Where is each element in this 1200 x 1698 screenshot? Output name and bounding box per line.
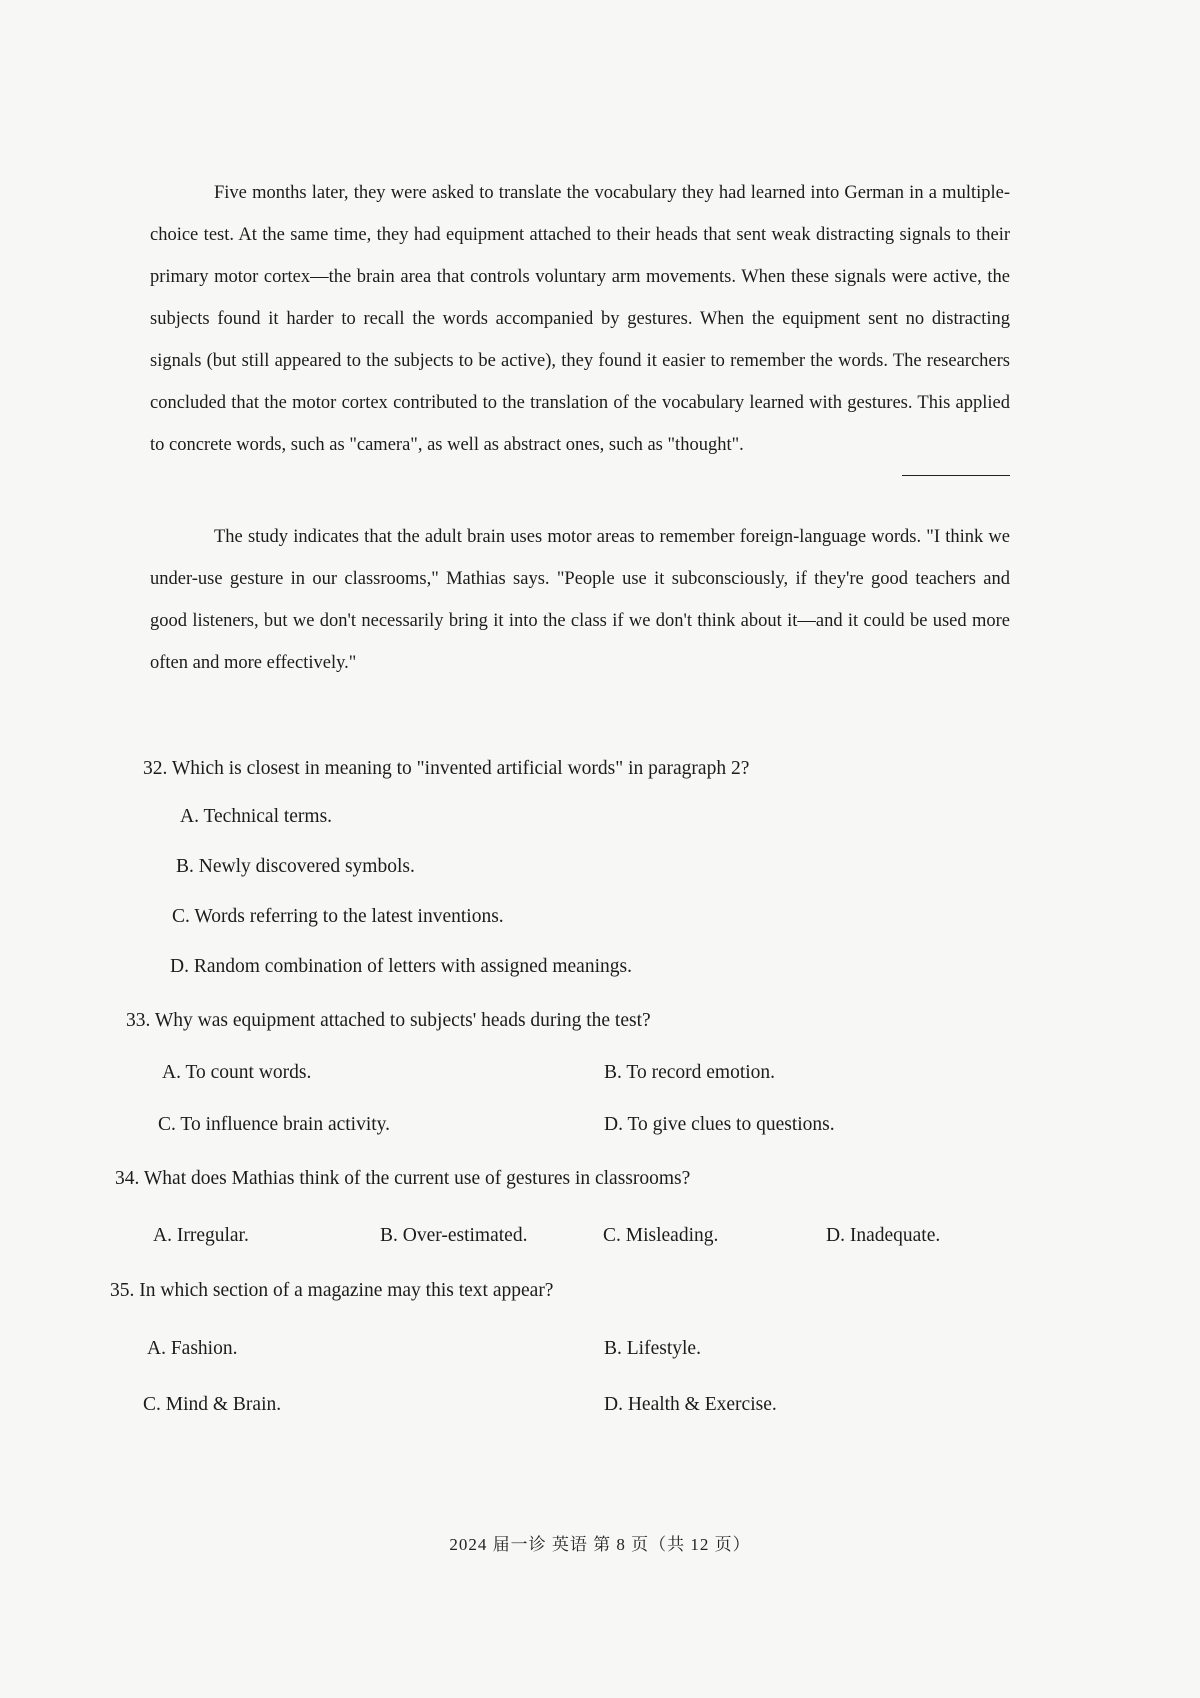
question-32-option-a: A. Technical terms. (180, 806, 333, 827)
question-32-stem: 32. Which is closest in meaning to "invented artificial words" in paragraph 2? (143, 758, 750, 779)
question-34-option-c: C. Misleading. (603, 1225, 719, 1246)
passage-paragraph-2: The study indicates that the adult brain uses motor areas to remember foreign-language words. "I think we under-use gesture in our classrooms," Mathias says. "People use it subconsciously, if they're good teachers and good listeners, but we don't necessarily bring it into the class if we don't think about it—and it could be used more often and more effectively." (150, 527, 1010, 673)
question-32-option-d: D. Random combination of letters with assigned meanings. (170, 956, 632, 977)
question-33-option-d: D. To give clues to questions. (604, 1114, 835, 1135)
question-33-option-c: C. To influence brain activity. (158, 1114, 391, 1135)
passage-paragraph-1: Five months later, they were asked to translate the vocabulary they had learned into German in a multiple-choice test. At the same time, they had equipment attached to their heads that sent weak distracting signals to their primary motor cortex—the brain area that controls voluntary arm movements. When these signals were active, the subjects found it harder to recall the words accompanied by gestures. When the equipment sent no distracting signals (but still appeared to the subjects to be active), they found it easier to remember the words. The researchers concluded that the motor cortex contributed to the translation of the vocabulary learned with gestures. This applied to concrete words, such as "camera", as well as abstract ones, such as "thought". (150, 183, 1010, 455)
question-33-option-a: A. To count words. (162, 1062, 312, 1083)
question-35-option-d: D. Health & Exercise. (604, 1394, 777, 1415)
question-34-option-b: B. Over-estimated. (380, 1225, 528, 1246)
question-33-stem: 33. Why was equipment attached to subjects' heads during the test? (126, 1010, 651, 1031)
question-34-option-d: D. Inadequate. (826, 1225, 941, 1246)
question-32-option-b: B. Newly discovered symbols. (176, 856, 415, 877)
question-32-option-c: C. Words referring to the latest inventions. (172, 906, 504, 927)
question-33-option-b: B. To record emotion. (604, 1062, 776, 1083)
question-35-option-c: C. Mind & Brain. (143, 1394, 282, 1415)
question-34-option-a: A. Irregular. (153, 1225, 249, 1246)
question-35-stem: 35. In which section of a magazine may this text appear? (110, 1280, 554, 1301)
underline-mark (902, 475, 1010, 476)
page-footer: 2024 届一诊 英语 第 8 页（共 12 页） (449, 1535, 751, 1554)
question-35-option-a: A. Fashion. (147, 1338, 238, 1359)
question-35-option-b: B. Lifestyle. (604, 1338, 701, 1359)
question-34-stem: 34. What does Mathias think of the current use of gestures in classrooms? (115, 1168, 691, 1189)
